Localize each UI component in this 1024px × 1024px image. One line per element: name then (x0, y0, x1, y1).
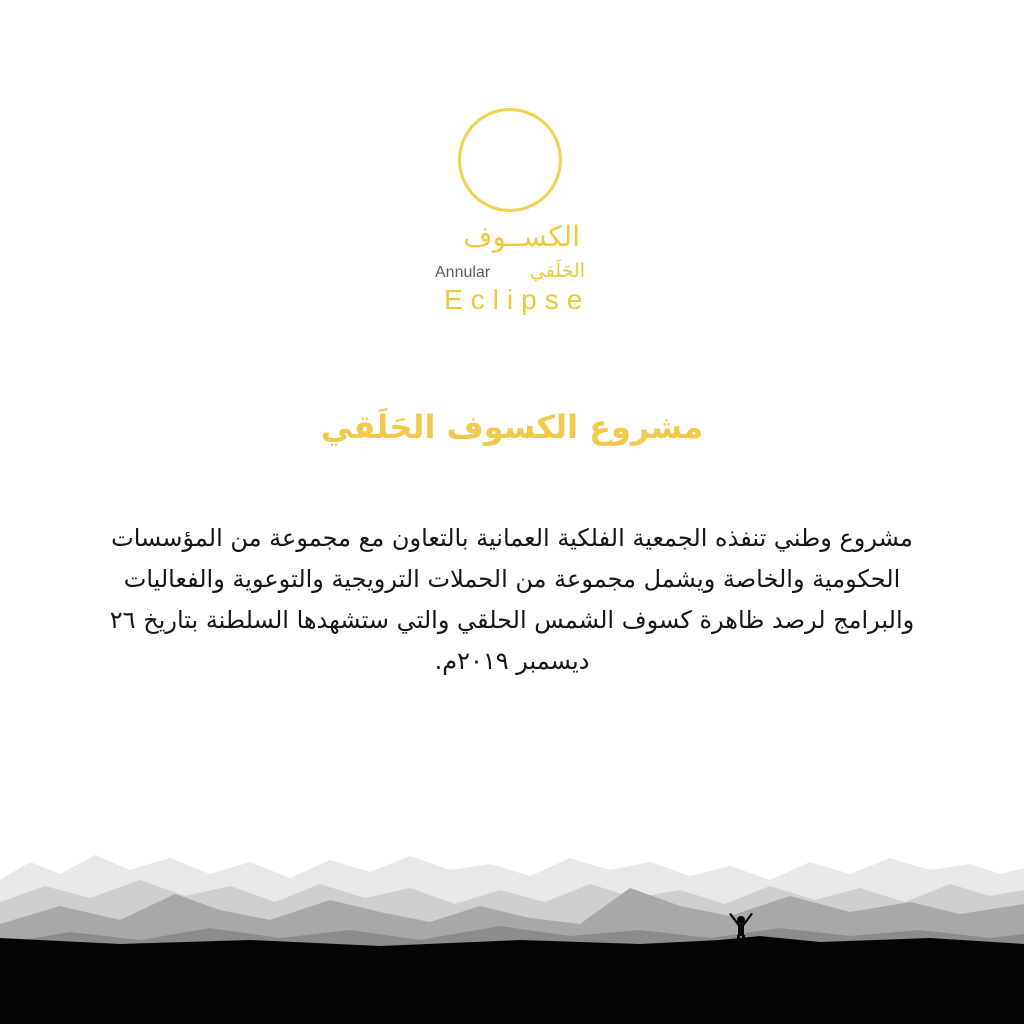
mountain-landscape-illustration (0, 840, 1024, 1024)
logo-english-annular: Annular (435, 264, 491, 281)
annular-eclipse-logo (380, 100, 650, 330)
logo-arabic-title: الكســوف (463, 220, 580, 253)
logo-english-eclipse: Eclipse (444, 284, 591, 315)
logo-arabic-subtitle: الحَلَقي (529, 260, 585, 282)
eclipse-ring-icon (458, 108, 562, 212)
page-title: مشروع الكسوف الحَلَقي (320, 408, 704, 446)
foreground-ground (0, 936, 1024, 1024)
logo-second-row (435, 262, 585, 284)
project-description: مشروع وطني تنفذه الجمعية الفلكية العمانية بالتعاون مع مجموعة من المؤسسات الحكومية والخاصة ويشمل مجموعة من الحملات الترويجية والتوعوية والفعاليات والبرامج لرصد ظاهرة كسوف الشمس الحلقي والتي ستشهدها السلطنة بتاريخ ٢٦ ديسمبر ٢٠١٩م. (109, 524, 915, 675)
